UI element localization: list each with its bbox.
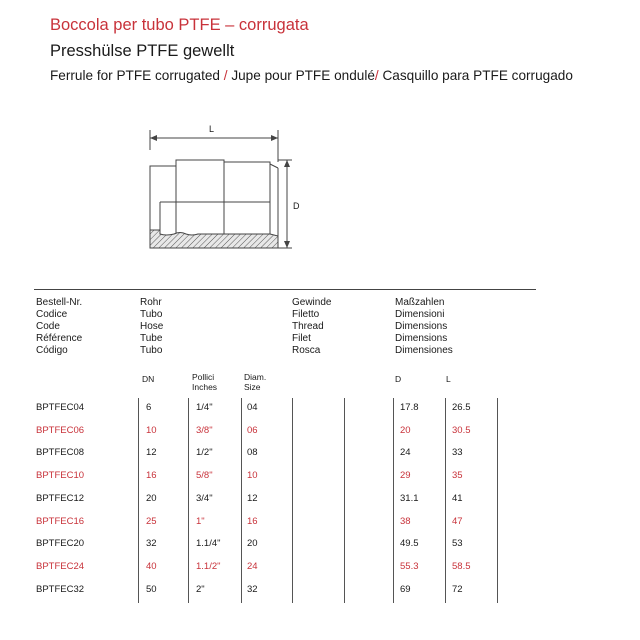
title-multilingual — [50, 68, 573, 83]
table-top-rule — [34, 289, 536, 290]
cell-size: 04 — [247, 402, 258, 413]
header-label: Filetto — [292, 309, 320, 320]
header-label: Dimensions — [395, 321, 448, 332]
cell-code: BPTFEC32 — [36, 583, 85, 595]
cell-size: 06 — [247, 424, 258, 436]
column-divider — [188, 398, 189, 603]
header-label: Dimensioni — [395, 309, 445, 320]
column-divider — [497, 398, 498, 603]
title-english: Ferrule for PTFE corrugated — [50, 68, 220, 83]
cell-dn: 25 — [146, 515, 157, 527]
cell-l: 53 — [452, 538, 463, 550]
cell-d: 29 — [400, 470, 411, 482]
subheader-inches: Inches — [192, 382, 218, 392]
header-order-number — [36, 297, 82, 357]
header-thread — [292, 297, 331, 357]
header-label: Filet — [292, 333, 311, 344]
title-german: Presshülse PTFE gewellt — [50, 42, 235, 60]
column-divider — [344, 398, 345, 603]
header-label: Bestell-Nr. — [36, 297, 83, 308]
cell-code: BPTFEC10 — [36, 470, 85, 482]
subheader-pollici: Pollici — [192, 372, 215, 382]
cell-l: 26.5 — [452, 402, 471, 413]
header-label: Dimensions — [395, 333, 448, 344]
cell-inches: 5/8" — [196, 470, 213, 482]
cell-dn: 12 — [146, 447, 157, 459]
header-label: Código — [36, 345, 68, 356]
cell-inches: 1/4" — [196, 402, 213, 413]
header-hose — [140, 297, 163, 357]
cell-dn: 50 — [146, 583, 157, 595]
ferrule-technical-drawing — [130, 118, 320, 263]
column-divider — [292, 398, 293, 603]
title-separator: / — [219, 68, 232, 83]
length-label: L — [209, 124, 215, 134]
header-label: Rosca — [292, 345, 321, 356]
cell-dn: 16 — [146, 470, 157, 482]
title-italian: Boccola per tubo PTFE – corrugata — [50, 16, 309, 34]
subheader-size: Size — [244, 382, 261, 392]
header-label: Référence — [36, 333, 83, 344]
header-label: Codice — [36, 309, 68, 320]
title-french: Jupe pour PTFE ondulé — [231, 68, 375, 83]
cell-l: 72 — [452, 583, 463, 595]
cell-inches: 1.1/4" — [196, 538, 221, 550]
column-divider — [241, 398, 242, 603]
cell-dn: 20 — [146, 492, 157, 504]
header-label: Hose — [140, 321, 164, 332]
header-label: Dimensiones — [395, 345, 453, 356]
cell-d: 24 — [400, 447, 411, 459]
header-label: Maßzahlen — [395, 297, 445, 308]
cell-dn: 32 — [146, 538, 157, 550]
cell-l: 47 — [452, 515, 463, 527]
header-label: Tube — [140, 333, 163, 344]
cell-inches: 2" — [196, 583, 205, 595]
cell-d: 31.1 — [400, 492, 419, 504]
cell-dn: 6 — [146, 402, 152, 413]
cell-size: 10 — [247, 470, 258, 482]
cell-code: BPTFEC20 — [36, 538, 85, 550]
cell-l: 33 — [452, 447, 463, 459]
cell-l: 58.5 — [452, 560, 471, 572]
subheader-dn: DN — [142, 374, 155, 384]
cell-size: 32 — [247, 583, 258, 595]
cell-size: 08 — [247, 447, 258, 459]
cell-inches: 3/8" — [196, 424, 213, 436]
column-divider — [393, 398, 394, 603]
header-label: Gewinde — [292, 297, 332, 308]
cell-inches: 1.1/2" — [196, 560, 221, 572]
header-dimensions — [395, 297, 453, 357]
cell-d: 55.3 — [400, 560, 419, 572]
header-label: Code — [36, 321, 60, 332]
cell-size: 24 — [247, 560, 258, 572]
cell-dn: 40 — [146, 560, 157, 572]
title-separator: / — [374, 68, 383, 83]
header-label: Tubo — [140, 345, 163, 356]
cell-code: BPTFEC04 — [36, 402, 85, 413]
column-divider — [445, 398, 446, 603]
column-divider — [138, 398, 139, 603]
cell-code: BPTFEC12 — [36, 492, 85, 504]
cell-size: 16 — [247, 515, 258, 527]
cell-l: 35 — [452, 470, 463, 482]
diameter-label: D — [293, 201, 300, 211]
cell-dn: 10 — [146, 424, 157, 436]
cell-code: BPTFEC08 — [36, 447, 85, 459]
cell-code: BPTFEC16 — [36, 515, 85, 527]
subheader-l: L — [446, 374, 451, 384]
cell-d: 69 — [400, 583, 411, 595]
cell-code: BPTFEC06 — [36, 424, 85, 436]
cell-d: 17.8 — [400, 402, 419, 413]
header-label: Tubo — [140, 309, 163, 320]
cell-inches: 3/4" — [196, 492, 213, 504]
header-label: Thread — [292, 321, 324, 332]
cell-d: 20 — [400, 424, 411, 436]
subheader-d: D — [395, 374, 402, 384]
cell-inches: 1/2" — [196, 447, 213, 459]
cell-d: 49.5 — [400, 538, 419, 550]
cell-l: 41 — [452, 492, 463, 504]
title-spanish: Casquillo para PTFE corrugado — [382, 68, 573, 83]
header-label: Rohr — [140, 297, 162, 308]
cell-size: 20 — [247, 538, 258, 550]
cell-l: 30.5 — [452, 424, 471, 436]
cell-d: 38 — [400, 515, 411, 527]
cell-size: 12 — [247, 492, 258, 504]
cell-inches: 1" — [196, 515, 205, 527]
subheader-diam: Diam. — [244, 372, 267, 382]
cell-code: BPTFEC24 — [36, 560, 85, 572]
